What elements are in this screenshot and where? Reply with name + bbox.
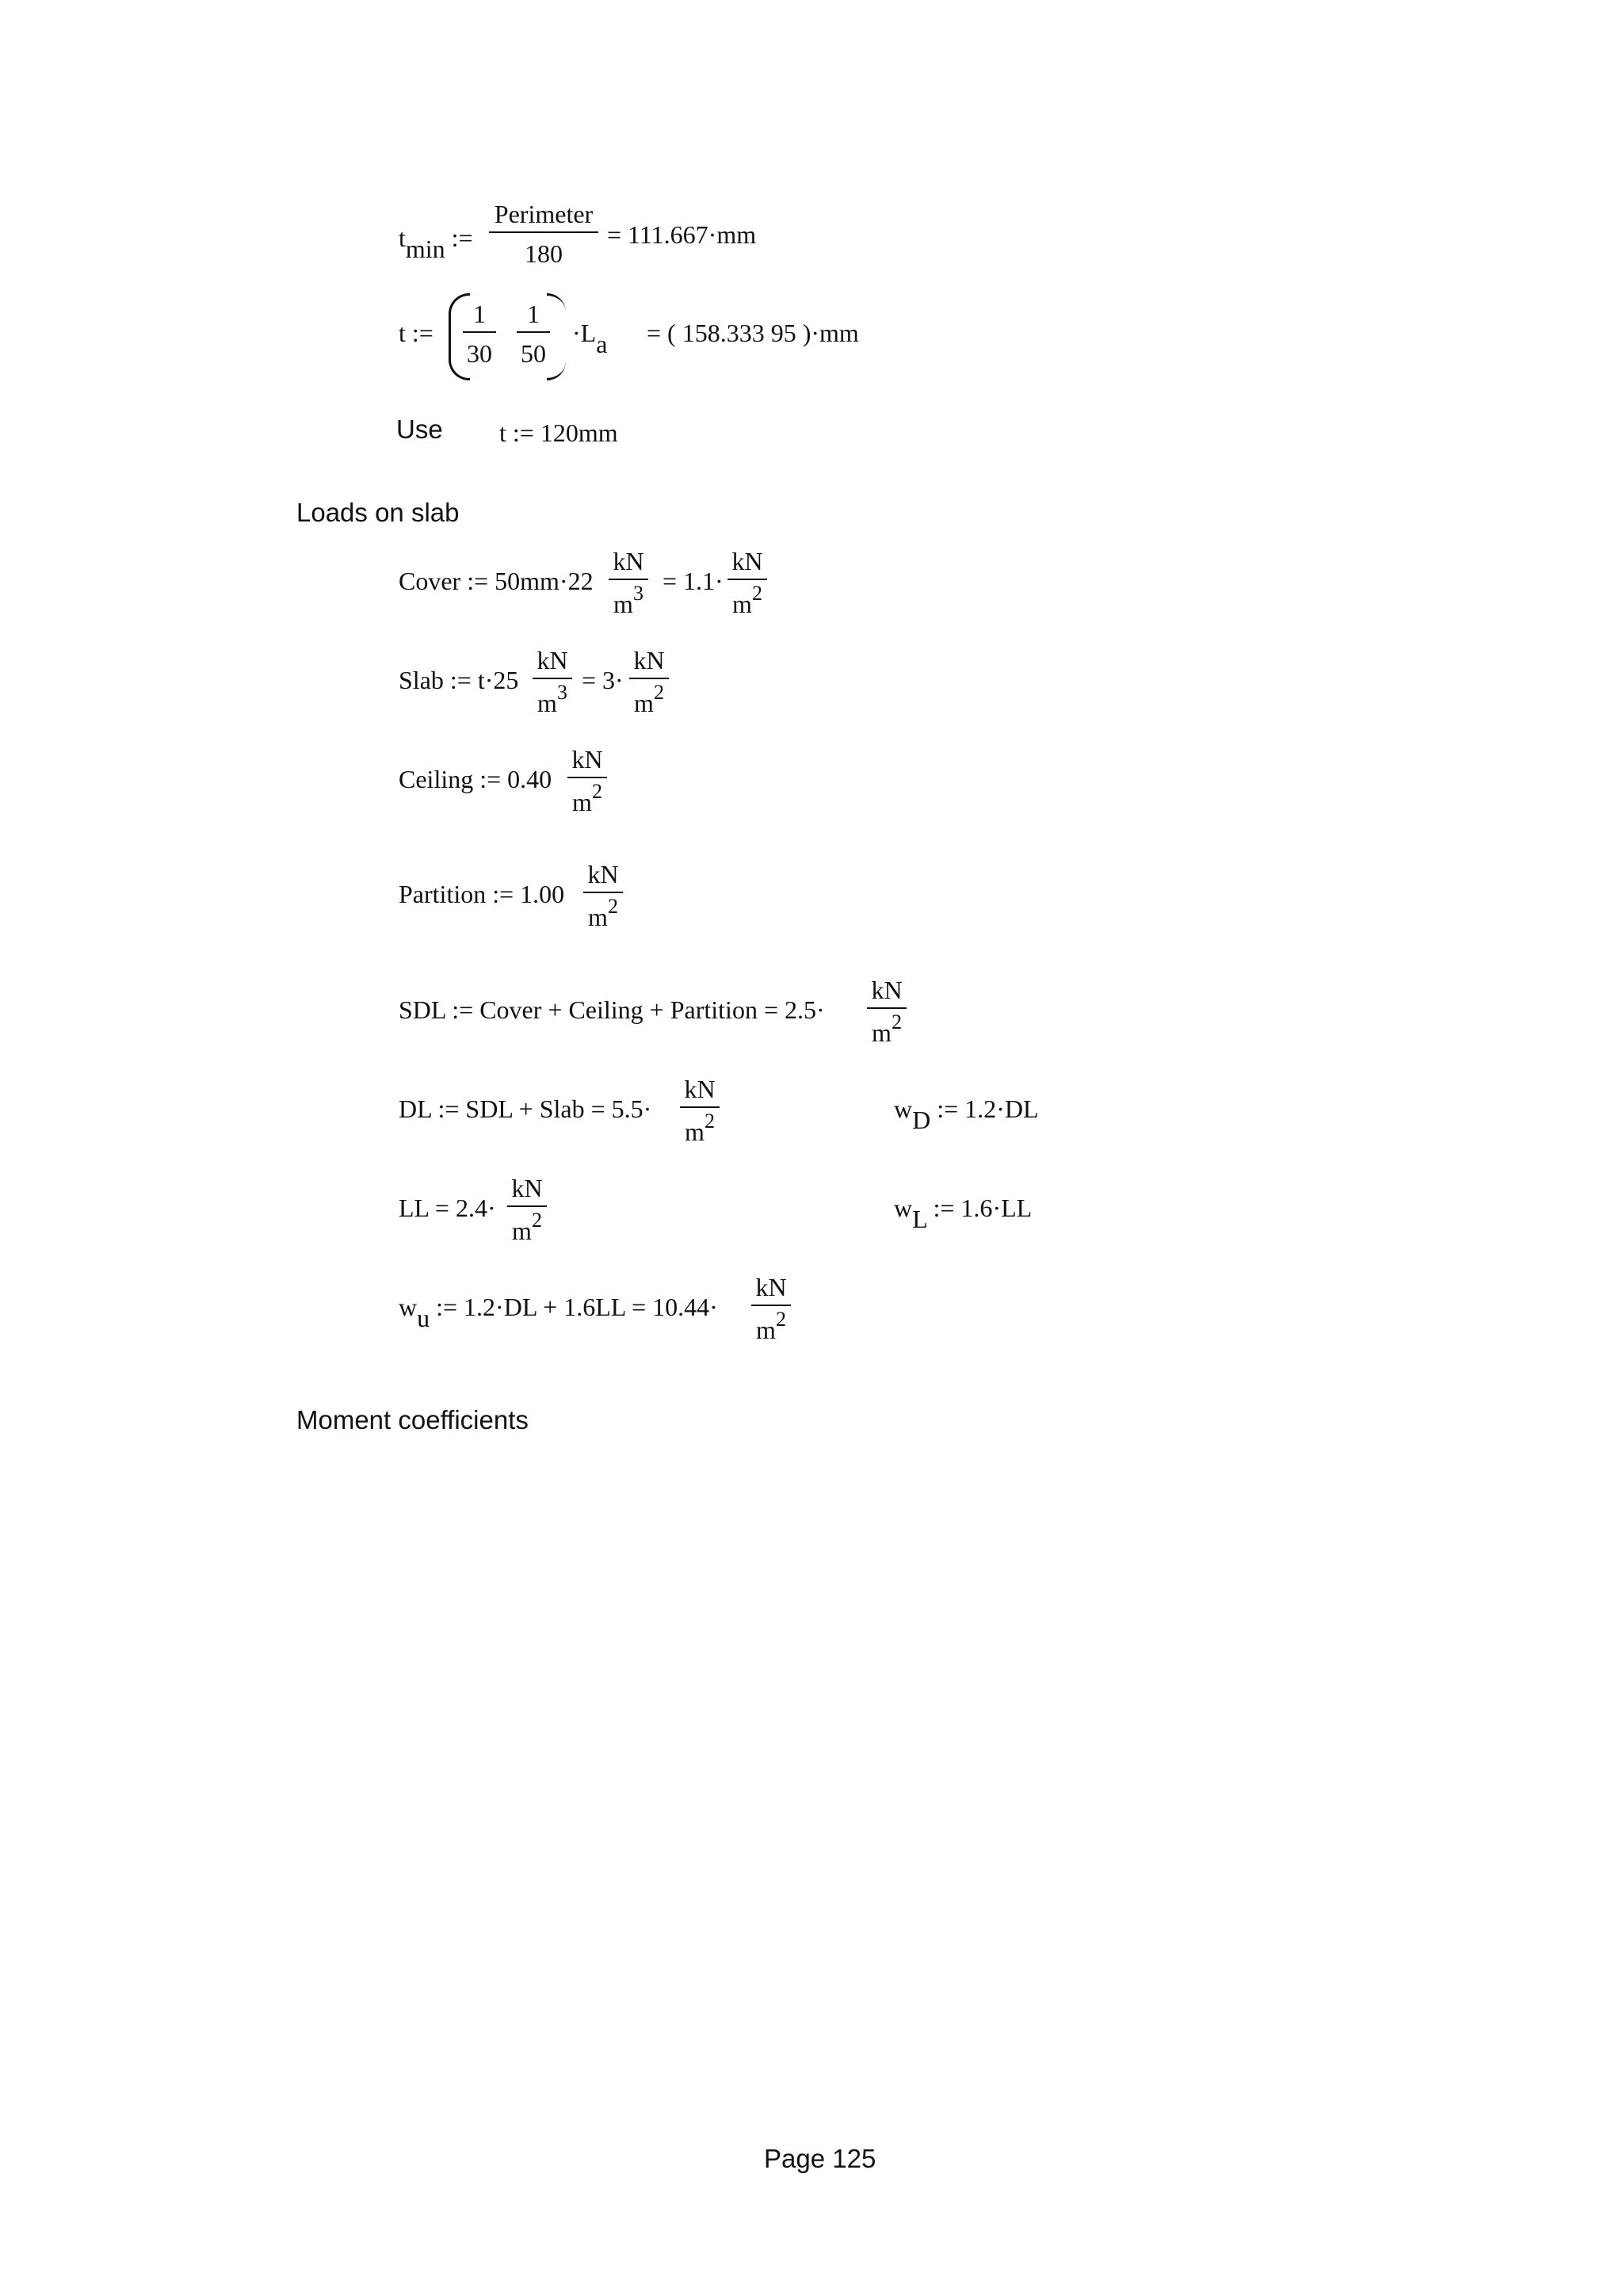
partition-fraction: kN $m^2$ (583, 861, 623, 930)
loads-heading: Loads on slab (296, 498, 460, 527)
slab-fraction-2: kN $m^2$ (629, 648, 669, 716)
t-range-fraction-1: 1 30 (463, 301, 496, 366)
tmin-result: = 111.667·mm (607, 220, 757, 249)
cover-mid: = 1.1· (663, 567, 724, 595)
slab-fraction-1: kN $m^3$ (533, 648, 572, 716)
ceiling-lhs: Ceiling := 0.40 (399, 765, 552, 793)
wu-fraction: kN $m^2$ (751, 1274, 791, 1343)
ll-lhs: LL = 2.4· (399, 1194, 496, 1222)
sdl-fraction: kN $m^2$ (867, 977, 907, 1045)
page-number: Page 125 (764, 2144, 876, 2173)
dl-lhs: DL := SDL + Slab = 5.5· (399, 1095, 652, 1123)
sdl-lhs: SDL := Cover + Ceiling + Partition = 2.5· (399, 995, 825, 1024)
ll-fraction: kN $m^2$ (507, 1175, 547, 1244)
right-paren (547, 293, 566, 380)
t-range-fraction-2: 1 50 (517, 301, 550, 366)
slab-lhs: Slab := t·25 (399, 666, 519, 694)
partition-lhs: Partition := 1.00 (399, 880, 565, 908)
ceiling-fraction: kN $m^2$ (567, 747, 607, 815)
use-expression: t := 120mm (499, 418, 618, 447)
use-label: Use (396, 415, 443, 444)
wd-expression: wD := 1.2·DL (894, 1095, 1039, 1134)
cover-lhs: Cover := 50mm·22 (399, 567, 594, 595)
tmin-lhs: tmin := (399, 223, 473, 263)
moment-heading: Moment coefficients (296, 1405, 529, 1435)
t-range-lhs: t := (399, 319, 433, 347)
dl-fraction: kN $m^2$ (680, 1076, 720, 1144)
slab-mid: = 3· (582, 666, 624, 694)
tmin-fraction: Perimeter 180 (489, 201, 598, 266)
t-range-result: = ( 158.333 95 )·mm (647, 319, 859, 347)
t-range-mult: ·La (572, 319, 608, 358)
wu-expression: wu := 1.2·DL + 1.6LL = 10.44· (399, 1293, 718, 1332)
cover-fraction-2: kN $m^2$ (727, 548, 767, 617)
wl-expression: wL := 1.6·LL (894, 1194, 1033, 1233)
cover-fraction-1: kN $m^3$ (609, 548, 648, 617)
